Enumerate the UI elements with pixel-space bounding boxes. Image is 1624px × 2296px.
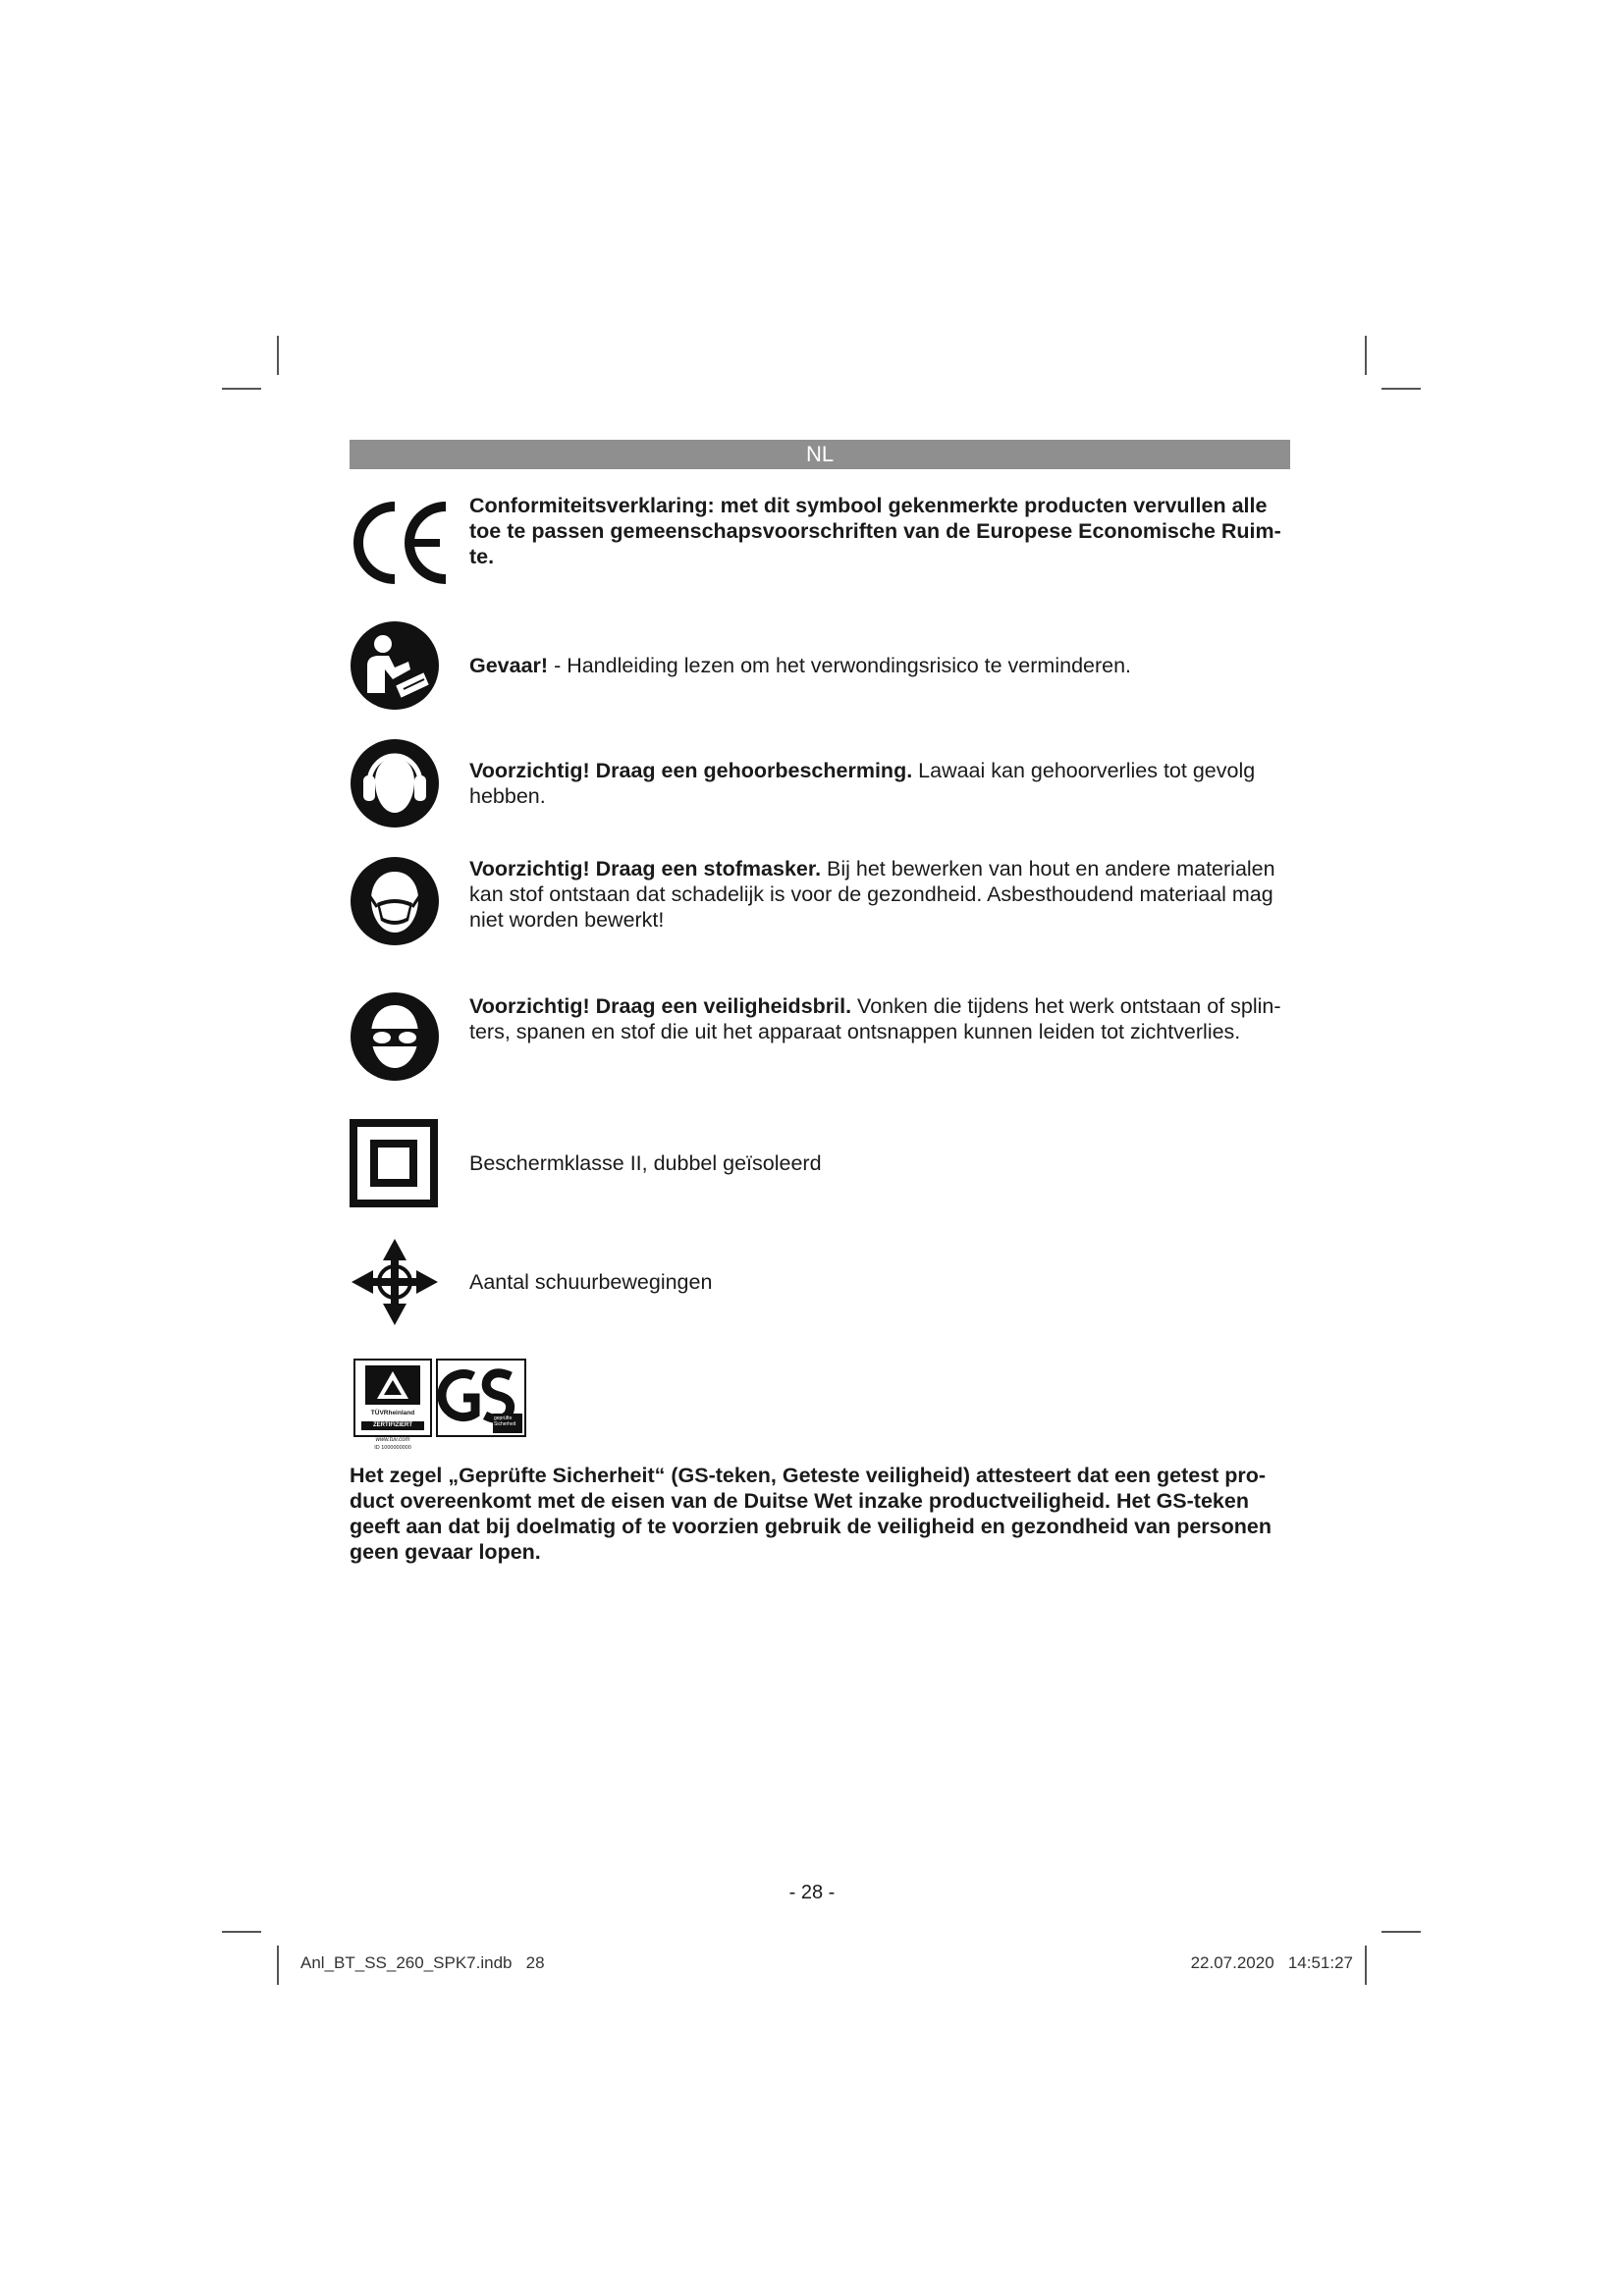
- symbol-description: Beschermklasse II, dubbel geïsoleerd: [469, 1151, 822, 1175]
- sanding-movements-icon: [350, 1237, 440, 1327]
- safety-glasses-icon: [350, 991, 440, 1082]
- gs-description: Het zegel „Geprüfte Sicherheit“ (GS-teken, Geteste veiligheid) attesteert dat een getest pro-duct overeenkomt met de eisen van de Duitse Wet inzake productveiligheid. Het GS-teken geeft aan dat bij doelmatig of te voorzien gebruik de veiligheid en gezondheid van personen geen gevaar lopen.: [350, 1464, 1272, 1564]
- gs-logo: [436, 1359, 526, 1437]
- tuv-label: TÜVRheinland: [370, 1410, 415, 1416]
- crop-mark: [277, 1946, 279, 1985]
- symbol-description: Aantal schuurbewegingen: [469, 1270, 713, 1294]
- tuv-id: ID 1000000000: [374, 1445, 411, 1451]
- page-number: - 28 -: [788, 1882, 836, 1903]
- crop-mark: [222, 1931, 261, 1933]
- symbol-description: Conformiteitsverklaring: met dit symbool gekenmerkte producten vervullen alle toe te passen gemeenschapsvoorschriften van de Europese Economische Ruim-te.: [469, 494, 1281, 568]
- crop-mark: [1381, 388, 1421, 390]
- read-manual-icon: [350, 620, 440, 711]
- symbol-description: Gevaar! - Handleiding lezen om het verwondingsrisico te verminderen.: [469, 654, 1132, 677]
- symbol-description: Voorzichtig! Draag een veiligheidsbril. Vonken die tijdens het werk ontstaan of splin-ters, spanen en stof die uit het apparaat ontsnappen kunnen leiden tot zichtverlies.: [469, 994, 1281, 1043]
- crop-mark: [222, 388, 261, 390]
- crop-mark: [277, 336, 279, 375]
- symbol-description: Voorzichtig! Draag een gehoorbescherming. Lawaai kan gehoorverlies tot gevolg hebben.: [469, 759, 1256, 808]
- tuv-sublabel: ZERTIFIZIERT: [361, 1421, 424, 1430]
- language-header: NL: [350, 440, 1290, 469]
- crop-mark: [1365, 336, 1367, 375]
- symbol-description: Voorzichtig! Draag een stofmasker. Bij het bewerken van hout en andere materialen kan stof ontstaan dat schadelijk is voor de gezondheid. Asbesthoudend materiaal mag niet worden bewerkt!: [469, 857, 1275, 932]
- protection-class-ii-icon: [350, 1119, 438, 1207]
- gs-label: geprüfte Sicherheit: [494, 1415, 516, 1427]
- crop-mark: [1365, 1946, 1367, 1985]
- footer-timestamp: 22.07.2020 14:51:27: [1190, 1953, 1353, 1972]
- certification-logos: [353, 1359, 530, 1457]
- ce-mark-icon: [350, 499, 452, 587]
- tuv-url: www.tuv.com: [375, 1437, 410, 1443]
- tuv-logo: [353, 1359, 432, 1437]
- crop-mark: [1381, 1931, 1421, 1933]
- tuv-triangle-icon: [355, 1362, 430, 1408]
- footer-file: Anl_BT_SS_260_SPK7.indb 28: [300, 1953, 545, 1972]
- dust-mask-icon: [350, 856, 440, 946]
- ear-protection-icon: [350, 738, 440, 828]
